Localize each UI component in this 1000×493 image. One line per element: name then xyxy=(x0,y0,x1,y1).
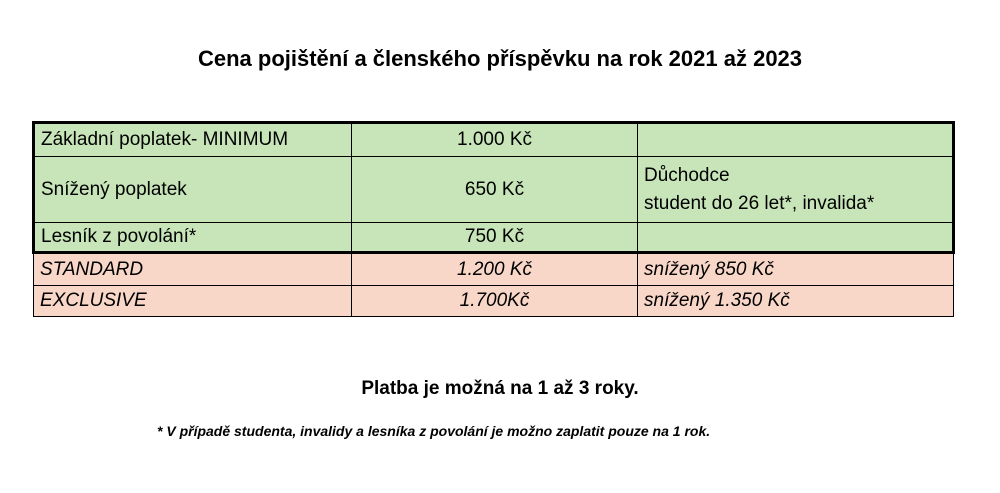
table-row-forester xyxy=(34,223,954,253)
footnote: * V případě studenta, invalidy a lesníka z povolání je možno zaplatit pouze na 1 rok. xyxy=(157,423,711,439)
table-row-standard xyxy=(34,253,954,286)
row-amount: 750 Kč xyxy=(352,223,638,253)
row-label: EXCLUSIVE xyxy=(34,286,352,317)
row-label: Základní poplatek- MINIMUM xyxy=(34,123,352,157)
table-row-exclusive xyxy=(34,286,954,317)
row-label: Lesník z povolání* xyxy=(34,223,352,253)
table-row-basic-fee xyxy=(34,123,954,157)
row-amount: 1.000 Kč xyxy=(352,123,638,157)
row-note: snížený 1.350 Kč xyxy=(638,286,954,317)
row-label: STANDARD xyxy=(34,253,352,286)
row-note: snížený 850 Kč xyxy=(638,253,954,286)
row-label: Snížený poplatek xyxy=(34,157,352,223)
row-note xyxy=(638,223,954,253)
row-amount: 1.200 Kč xyxy=(352,253,638,286)
row-amount: 1.700Kč xyxy=(352,286,638,317)
row-note xyxy=(638,123,954,157)
payment-info: Platba je možná na 1 až 3 roky. xyxy=(361,378,639,399)
note-line: Důchodce xyxy=(644,164,730,186)
table-row-reduced-fee xyxy=(34,157,954,223)
note-line: student do 26 let*, invalida* xyxy=(644,192,875,214)
row-amount: 650 Kč xyxy=(352,157,638,223)
price-table xyxy=(32,121,955,317)
row-note xyxy=(638,157,954,223)
page-title: Cena pojištění a členského příspěvku na rok 2021 až 2023 xyxy=(197,46,803,71)
